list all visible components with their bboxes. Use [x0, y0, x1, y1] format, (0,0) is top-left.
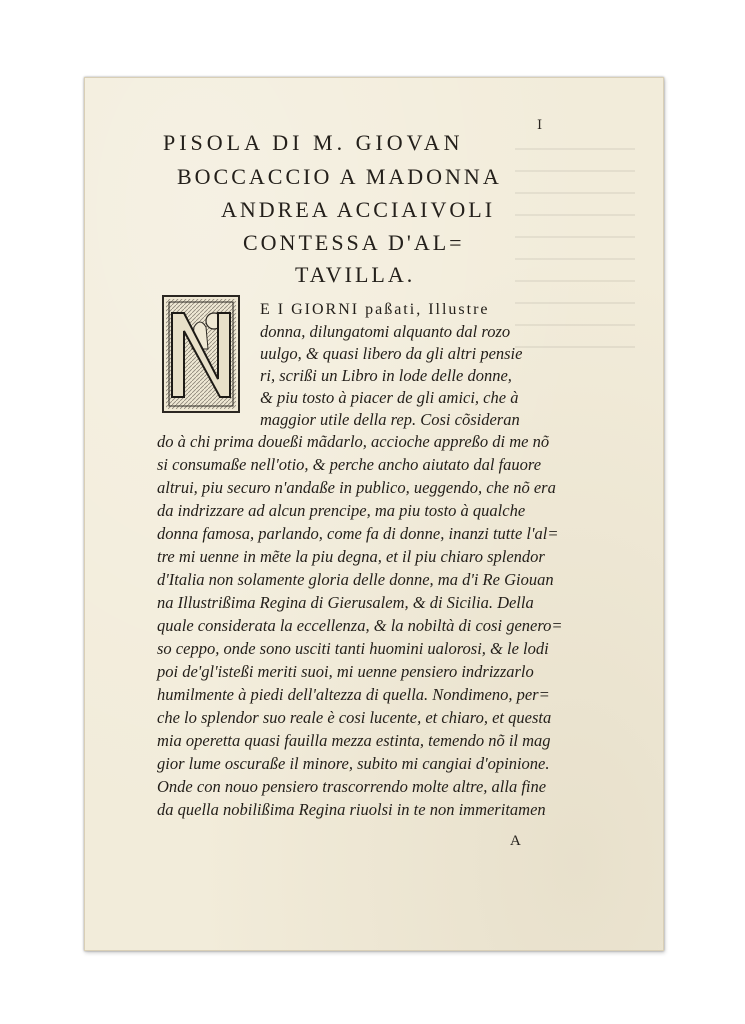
text-line: & piu tosto à piacer de gli amici, che à [260, 388, 519, 407]
title-line: CONTESSA D'AL= [243, 230, 465, 255]
text-line: donna, dilungatomi alquanto dal rozo [260, 322, 511, 341]
title-line: BOCCACCIO A MADONNA [177, 164, 502, 189]
show-through-text [515, 148, 635, 368]
text-line: da indrizzare ad alcun prencipe, ma piu tosto à qualche [157, 501, 526, 520]
text-line: che lo splendor suo reale è cosi lucente, et chiaro, et questa [157, 708, 552, 727]
woodcut-letter-n-icon [164, 297, 238, 411]
book-page [84, 77, 664, 951]
catchword: A [510, 833, 521, 849]
text-line: d'Italia non solamente gloria delle donne, ma d'i Re Giouan [157, 570, 554, 589]
text-line: gior lume oscuraße il minore, subito mi cangiai d'opinione. [157, 754, 550, 773]
text-line: altrui, piu securo n'andaße in publico, ueggendo, che nõ era [157, 478, 556, 497]
text-line: do à chi prima doueßi mãdarlo, accioche appreßo di me nõ [157, 432, 550, 451]
title-line: ANDREA ACCIAIVOLI [221, 197, 496, 222]
text-line: quale considerata la eccellenza, & la nobiltà di cosi genero= [157, 616, 563, 635]
text-line: uulgo, & quasi libero da gli altri pensie [260, 344, 523, 363]
text-line: na Illustrißima Regina di Gierusalem, & di Sicilia. Della [157, 593, 534, 612]
text-line: poi de'gl'isteßi meriti suoi, mi uenne pensiero indrizzarlo [157, 662, 534, 681]
title-line: TAVILLA. [295, 262, 416, 287]
title-line: PISOLA DI M. GIOVAN [163, 130, 464, 155]
text-line: si consumaße nell'otio, & perche ancho aiutato dal fauore [157, 455, 542, 474]
text-line: da quella nobilißima Regina riuolsi in te non immeritamen [157, 800, 546, 819]
text-line: E I GIORNI paßati, Illustre [260, 301, 490, 318]
text-line: ri, scrißi un Libro in lode delle donne, [260, 366, 512, 385]
text-line: Onde con nouo pensiero trascorrendo molte altre, alla fine [157, 777, 547, 796]
text-line: so ceppo, onde sono usciti tanti huomini ualorosi, & le lodi [157, 639, 549, 658]
text-line: maggior utile della rep. Cosi cõsideran [260, 410, 520, 429]
text-line: mia operetta quasi fauilla mezza estinta, temendo nõ il mag [157, 731, 551, 750]
text-line: donna famosa, parlando, come fa di donne, inanzi tutte l'al= [157, 524, 559, 543]
text-line: tre mi uenne in mẽte la piu degna, et il piu chiaro splendor [157, 547, 545, 566]
folio-number: I [537, 118, 543, 133]
decorated-initial-n [162, 295, 240, 413]
text-line: humilmente à piedi dell'altezza di quella. Nondimeno, per= [157, 685, 550, 704]
